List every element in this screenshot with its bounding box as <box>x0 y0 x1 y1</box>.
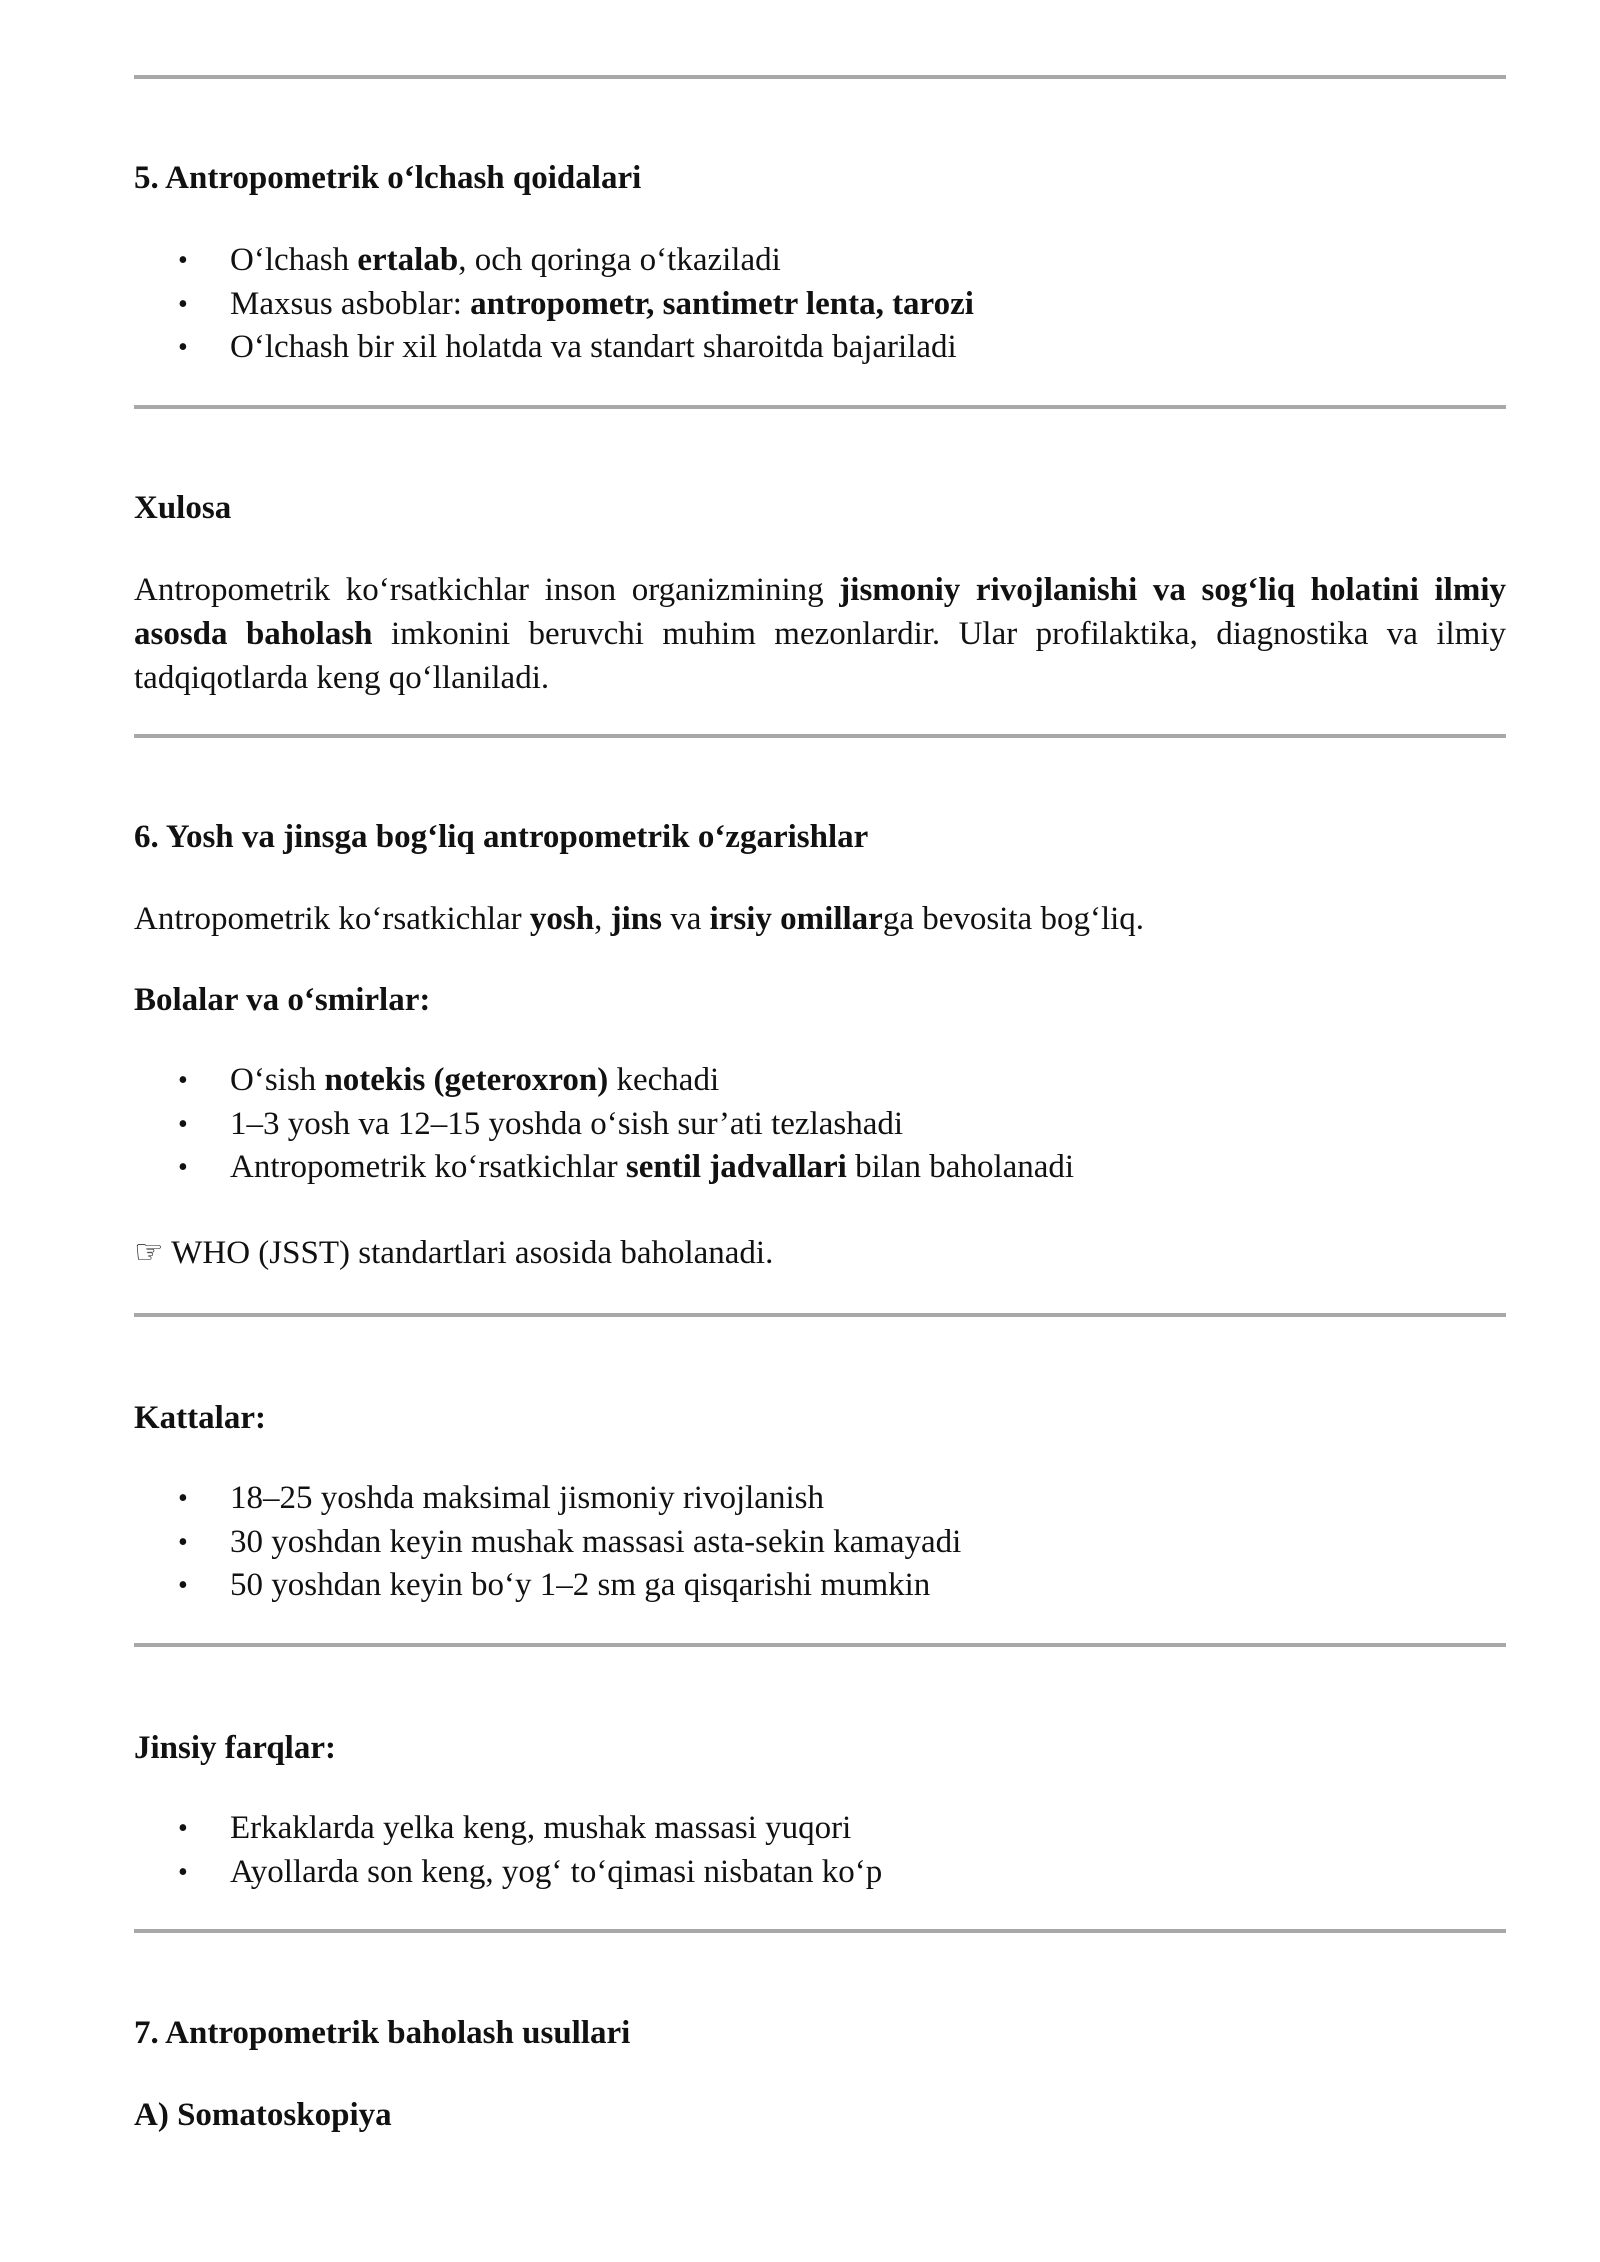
horizontal-rule <box>134 405 1506 409</box>
list-item: • O‘sish notekis (geteroxron) kechadi <box>134 1059 1506 1103</box>
bullet-icon: • <box>178 288 188 320</box>
horizontal-rule <box>134 1929 1506 1933</box>
list-item: • 30 yoshdan keyin mushak massasi asta-sekin kamayadi <box>134 1521 1506 1565</box>
list-item: • 18–25 yoshda maksimal jismoniy rivojlanish <box>134 1477 1506 1521</box>
bullet-icon: • <box>178 1526 188 1558</box>
bullet-icon: • <box>178 1856 188 1888</box>
section-6-intro: Antropometrik ko‘rsatkichlar yosh, jins va irsiy omillarga bevosita bog‘liq. <box>134 901 1145 937</box>
bullet-icon: • <box>178 1813 188 1844</box>
list-item: • Maxsus asboblar: antropometr, santimetr lenta, tarozi <box>134 283 1506 327</box>
conclusion-heading: Xulosa <box>134 490 232 526</box>
bullet-icon: • <box>178 1483 188 1514</box>
list-item: • 1–3 yosh va 12–15 yoshda o‘sish sur’ati tezlashadi <box>134 1103 1506 1147</box>
section-5-heading: 5. Antropometrik o‘lchash qoidalari <box>134 160 642 196</box>
horizontal-rule <box>134 1643 1506 1647</box>
list-item: • Antropometrik ko‘rsatkichlar sentil jadvallari bilan baholanadi <box>134 1146 1506 1190</box>
section-5-list <box>134 239 1506 370</box>
bullet-icon: • <box>178 332 188 363</box>
horizontal-rule <box>134 1313 1506 1317</box>
list-item: • Ayollarda son keng, yog‘ to‘qimasi nisbatan ko‘p <box>134 1851 1506 1895</box>
who-note: ☞ WHO (JSST) standartlari asosida baholanadi. <box>134 1235 774 1271</box>
list-item: • 50 yoshdan keyin bo‘y 1–2 sm ga qisqarishi mumkin <box>134 1564 1506 1608</box>
section-7-heading: 7. Antropometrik baholash usullari <box>134 2015 631 2051</box>
somatoscopy-heading: A) Somatoskopiya <box>134 2097 392 2133</box>
adults-heading: Kattalar: <box>134 1400 266 1436</box>
bullet-icon: • <box>178 1065 188 1096</box>
horizontal-rule <box>134 734 1506 738</box>
adults-list <box>134 1477 1506 1608</box>
bullet-icon: • <box>178 245 188 276</box>
bullet-icon: • <box>178 1152 188 1183</box>
bullet-icon: • <box>178 1570 188 1601</box>
sex-differences-heading: Jinsiy farqlar: <box>134 1730 336 1766</box>
horizontal-rule <box>134 75 1506 79</box>
sex-differences-list <box>134 1807 1506 1894</box>
conclusion-paragraph: Antropometrik ko‘rsatkichlar inson organizmining jismoniy rivojlanishi va sog‘liq holatini ilmiy asosda baholash imkonini beruvchi muhim mezonlardir. Ular profilaktika, diagnostika va ilmiy tadqiqotlarda keng qo‘llaniladi. <box>134 572 1507 696</box>
section-6-heading: 6. Yosh va jinsga bog‘liq antropometrik o‘zgarishlar <box>134 819 869 855</box>
list-item: • O‘lchash bir xil holatda va standart sharoitda bajariladi <box>134 326 1506 370</box>
list-item: • Erkaklarda yelka keng, mushak massasi yuqori <box>134 1807 1506 1851</box>
list-item: • O‘lchash ertalab, och qoringa o‘tkaziladi <box>134 239 1506 283</box>
children-heading: Bolalar va o‘smirlar: <box>134 982 431 1018</box>
children-list <box>134 1059 1506 1190</box>
bullet-icon: • <box>178 1108 188 1140</box>
